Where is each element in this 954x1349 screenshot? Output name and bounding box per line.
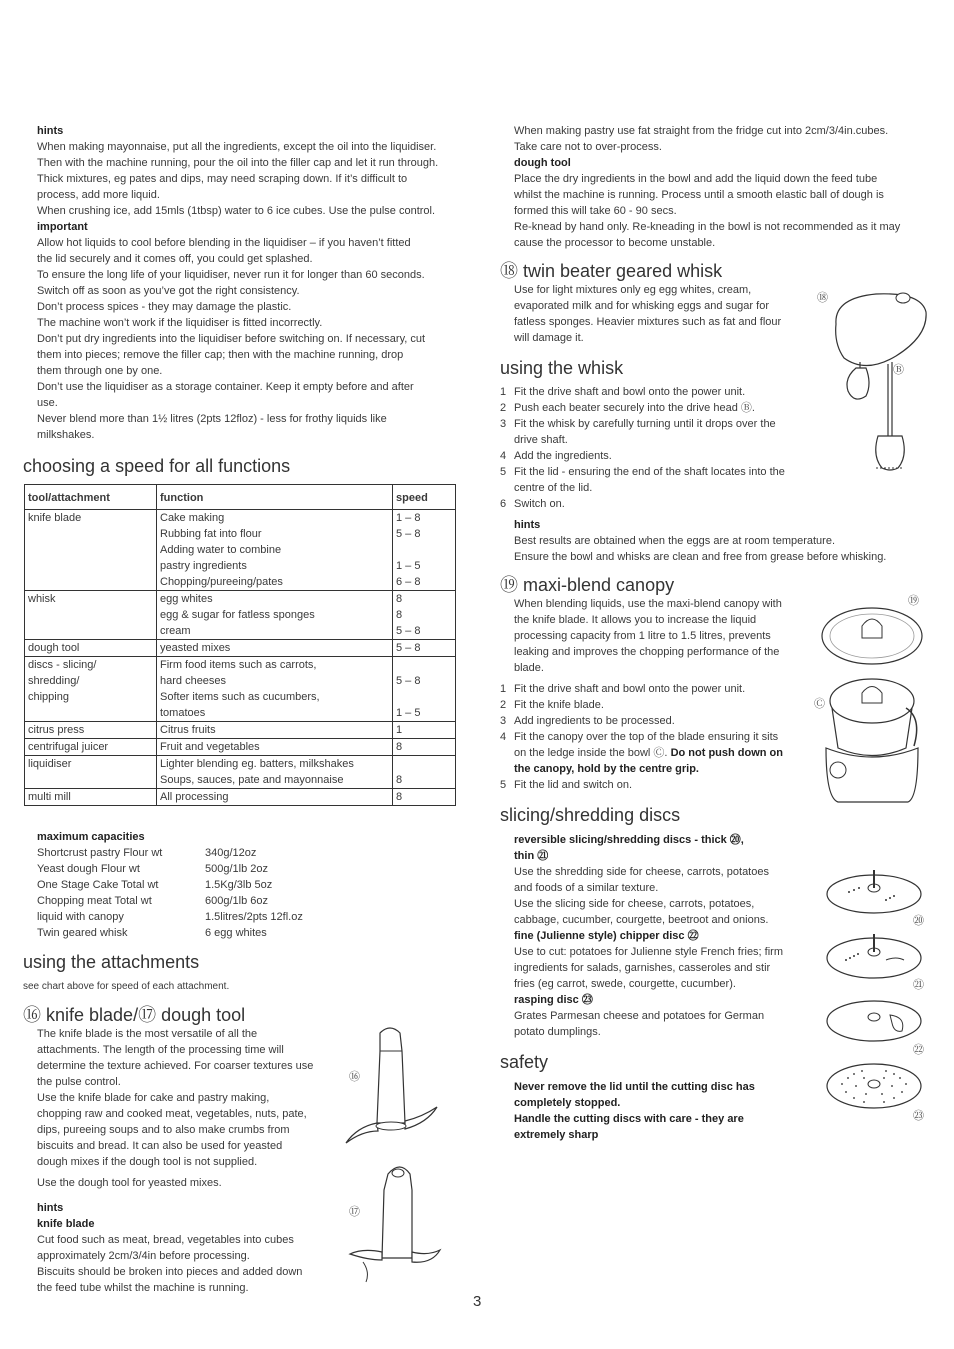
step-number: 3 — [500, 418, 507, 430]
canopy-intro — [500, 596, 814, 676]
speed-section-title: choosing a speed for all functions — [23, 456, 291, 476]
capacity-value: 340g/12oz — [205, 847, 257, 859]
function-cell-line: Adding water to combine — [160, 544, 282, 556]
speed-cell-line: 8 — [396, 791, 403, 803]
fig-23-label: ㉓ — [913, 1110, 924, 1122]
fig-22-label: ㉒ — [913, 1044, 924, 1056]
fig-20-label: ⑳ — [913, 915, 924, 927]
function-cell-line: cream — [160, 625, 191, 637]
step-text: Fit the canopy over the top of the blade ensuring it sits — [514, 731, 779, 743]
step-number: 5 — [500, 466, 507, 478]
step-text: Push each beater securely into the drive head Ⓑ. — [514, 402, 755, 414]
function-cell-line: Citrus fruits — [160, 724, 216, 736]
important-line: Allow hot liquids to cool before blending in the liquidiser – if you haven’t fitted — [37, 237, 411, 249]
label-c: Ⓒ — [814, 698, 825, 710]
kb-line: approximately 2cm/3/4in before processing. — [37, 1250, 250, 1262]
hints-line: When making mayonnaise, put all the ingredients, except the oil into the liquidiser. — [37, 141, 437, 153]
tool-cell-line: multi mill — [28, 791, 71, 803]
dough-tool-illustration — [348, 1160, 448, 1285]
function-cell — [157, 739, 393, 756]
step-number: 6 — [500, 498, 507, 510]
step-number: 2 — [500, 402, 507, 414]
speed-cell — [393, 722, 456, 739]
tool-cell-line: discs - slicing/ — [28, 659, 97, 671]
tool-cell — [25, 756, 157, 789]
important-text — [37, 235, 455, 443]
speed-cell — [393, 640, 456, 657]
whisk-hint-line: Ensure the bowl and whisks are clean and free from grease before whisking. — [514, 551, 887, 563]
step-warning: Do not push down on — [670, 747, 783, 759]
whisk-intro-line: Use for light mixtures only eg egg whites, cream, — [514, 284, 752, 296]
tool-cell-line: knife blade — [28, 512, 82, 524]
tool-cell-line: dough tool — [28, 642, 80, 654]
step-number: 2 — [500, 699, 507, 711]
label-c-marker — [814, 694, 825, 712]
step-number: 5 — [500, 779, 507, 791]
reversible-disc-heading-2: thin ㉑ — [514, 850, 549, 862]
fine-disc-heading: fine (Julienne style) chipper disc ㉒ — [514, 930, 699, 942]
important-line: them through one by one. — [37, 365, 163, 377]
function-cell-line: pastry ingredients — [160, 560, 247, 572]
speed-cell — [393, 789, 456, 806]
tool-cell — [25, 591, 157, 640]
function-cell-line: yeasted mixes — [160, 642, 231, 654]
knife-line: the pulse control. — [37, 1076, 121, 1088]
function-cell-line: Fruit and vegetables — [160, 741, 260, 753]
step-number: 4 — [500, 731, 507, 743]
fig-16-label: ⑯ — [349, 1071, 360, 1083]
tool-cell-line: citrus press — [28, 724, 85, 736]
reversible-disc-heading: reversible slicing/shredding discs - thick ⑳, — [514, 834, 744, 846]
tool-cell — [25, 722, 157, 739]
function-cell — [157, 789, 393, 806]
important-line: them into pieces; remove the filler cap; then with the machine running, drop — [37, 349, 404, 361]
whisk-illustration — [826, 286, 932, 476]
function-cell-line: egg & sugar for fatless sponges — [160, 609, 315, 621]
dough-line: cause the processor to become unstable. — [514, 237, 716, 249]
whisk-intro — [500, 282, 804, 346]
step-number: 1 — [500, 683, 507, 695]
important-line: Don’t put dry ingredients into the liquidiser before switching on. If necessary, cut — [37, 333, 426, 345]
rasp-line: Grates Parmesan cheese and potatoes for German — [514, 1010, 765, 1022]
speed-cell-line: 8 — [396, 774, 403, 786]
speed-cell-line: 1 – 5 — [396, 707, 421, 719]
tool-cell-line: whisk — [28, 593, 56, 605]
safety-line: extremely sharp — [514, 1129, 599, 1141]
function-cell-line: Cake making — [160, 512, 225, 524]
knife-line: Use the knife blade for cake and pastry making, — [37, 1092, 270, 1104]
step-text: Fit the lid and switch on. — [514, 779, 633, 791]
important-line: Never blend more than 1½ litres (2pts 12floz) - less for frothy liquids like — [37, 413, 387, 425]
step-text: Fit the lid - ensuring the end of the shaft locates into the — [514, 466, 785, 478]
whisk-intro-line: evaporated milk and for whisking eggs and sugar for — [514, 300, 769, 312]
important-line: Don’t use the liquidiser as a storage container. Keep it empty before and after — [37, 381, 414, 393]
table-row — [25, 756, 456, 789]
pastry-line: When making pastry use fat straight from the fridge cut into 2cm/3/4in.cubes. — [514, 125, 889, 137]
capacity-value: 6 egg whites — [205, 927, 267, 939]
fine-line: Use to cut: potatoes for Julienne style French fries; firm — [514, 946, 784, 958]
speed-cell-line: 1 – 5 — [396, 560, 421, 572]
whisk-section-title: ⑱ twin beater geared whisk — [500, 261, 723, 281]
hints-line: process, add more liquid. — [37, 189, 160, 201]
speed-cell-line — [396, 657, 452, 673]
speed-cell-line: 5 – 8 — [396, 528, 421, 540]
speed-table — [24, 484, 456, 806]
label-b-marker — [893, 361, 903, 379]
step-text: Add ingredients to be processed. — [514, 715, 675, 727]
hints-line: When crushing ice, add 15mls (1tbsp) water to 6 ice cubes. Use the pulse control. — [37, 205, 436, 217]
speed-cell-line: 6 – 8 — [396, 576, 421, 588]
function-cell-line: Lighter blending eg. batters, milkshakes — [160, 758, 354, 770]
canopy-section-title: ⑲ maxi-blend canopy — [500, 575, 675, 595]
speed-cell-line — [396, 756, 452, 772]
dough-tool-note: Use the dough tool for yeasted mixes. — [37, 1177, 222, 1189]
canopy-illustration — [818, 598, 928, 808]
list-item — [500, 496, 930, 512]
hints-heading: hints — [37, 125, 64, 137]
speed-cell-line: 5 – 8 — [396, 625, 421, 637]
speed-cell-line: 5 – 8 — [396, 642, 421, 654]
step-text: centre of the lid. — [514, 482, 593, 494]
dough-line: whilst the machine is running. Process until a smooth elastic ball of dough is — [514, 189, 884, 201]
tool-cell — [25, 510, 157, 591]
table-row — [37, 893, 303, 909]
capacity-item: Shortcrust pastry Flour wt — [37, 847, 163, 859]
tool-cell — [25, 657, 157, 722]
knife-blade-illustration — [342, 1023, 442, 1148]
step-text: Fit the whisk by carefully turning until it drops over the — [514, 418, 776, 430]
step-warning: the canopy, hold by the centre grip. — [514, 763, 699, 775]
knife-line: biscuits and bread. It can also be used for yeasted — [37, 1140, 283, 1152]
speed-cell-line: 8 — [396, 593, 403, 605]
whisk-intro-line: fatless sponges. Heavier mixtures such as fat and flour — [514, 316, 782, 328]
rev-line: Use the slicing side for cheese, carrots, potatoes, — [514, 898, 755, 910]
capacity-value: 1.5Kg/3lb 5oz — [205, 879, 273, 891]
speed-cell — [393, 739, 456, 756]
fig-21-label: ㉑ — [913, 979, 924, 991]
important-line: milkshakes. — [37, 429, 95, 441]
fig-18-label: ⑱ — [817, 292, 828, 304]
table-row — [37, 925, 303, 941]
rev-line: and foods of a similar texture. — [514, 882, 659, 894]
discs-text — [500, 832, 814, 1040]
function-cell-line: All processing — [160, 791, 229, 803]
function-cell-line: Soups, sauces, pate and mayonnaise — [160, 774, 344, 786]
kb-line: Cut food such as meat, bread, vegetables into cubes — [37, 1234, 294, 1246]
function-cell — [157, 510, 393, 591]
whisk-hints-text — [500, 533, 930, 565]
kb-line: the feed tube whilst the machine is running. — [37, 1282, 249, 1294]
rasping-disc-heading: rasping disc ㉓ — [514, 994, 593, 1006]
function-cell-line: Softer items such as cucumbers, — [160, 691, 320, 703]
important-line: the lid securely and it comes off, you could get splashed. — [37, 253, 313, 265]
knife-dough-title: ⑯ knife blade/⑰ dough tool — [23, 1005, 246, 1025]
table-header-row — [25, 485, 456, 510]
speed-cell-line — [396, 689, 452, 705]
table-header-function: function — [157, 485, 393, 510]
fine-line: fries (eg carrot, swede, courgette, cucumber). — [514, 978, 736, 990]
tool-cell-line: centrifugal juicer — [28, 741, 109, 753]
knife-line: chopping raw and cooked meat, vegetables, nuts, pate, — [37, 1108, 307, 1120]
canopy-intro-line: the knife blade. It allows you to increase the liquid — [514, 614, 757, 626]
tool-cell-line: shredding/ — [28, 675, 80, 687]
hints-heading-2: hints — [37, 1202, 64, 1214]
discs-section-title: slicing/shredding discs — [500, 805, 681, 825]
step-text: Switch on. — [514, 498, 565, 510]
knife-line: dough mixes if the dough tool is not supplied. — [37, 1156, 258, 1168]
thin-disc-illustration — [824, 930, 924, 982]
important-heading: important — [37, 221, 88, 233]
speed-cell-line: 1 — [396, 724, 403, 736]
attachments-note: see chart above for speed of each attachment. — [23, 981, 230, 992]
step-text: Fit the drive shaft and bowl onto the power unit. — [514, 386, 746, 398]
function-cell — [157, 722, 393, 739]
whisk-intro-line: will damage it. — [514, 332, 584, 344]
function-cell — [157, 591, 393, 640]
rasping-disc-illustration — [824, 1058, 924, 1112]
function-cell-line: hard cheeses — [160, 675, 227, 687]
safety-section-title: safety — [500, 1052, 549, 1072]
hints-text — [37, 139, 455, 219]
important-line: use. — [37, 397, 58, 409]
table-row — [25, 657, 456, 722]
speed-cell-line: 5 – 8 — [396, 675, 421, 687]
capacity-item: Yeast dough Flour wt — [37, 863, 140, 875]
speed-cell — [393, 657, 456, 722]
function-cell-line: tomatoes — [160, 707, 206, 719]
canopy-intro-line: When blending liquids, use the maxi-blend canopy with — [514, 598, 782, 610]
tool-cell-line: liquidiser — [28, 758, 72, 770]
table-row — [37, 861, 303, 877]
important-line: Switch off as soon as you’ve got the right consistency. — [37, 285, 300, 297]
rasp-line: potato dumplings. — [514, 1026, 601, 1038]
dough-tool-heading: dough tool — [514, 157, 571, 169]
canopy-intro-line: leaking and improves the chopping performance of the — [514, 646, 780, 658]
capacity-item: Chopping meat Total wt — [37, 895, 152, 907]
dough-line: Place the dry ingredients in the bowl and add the liquid down the feed tube — [514, 173, 878, 185]
canopy-intro-line: blade. — [514, 662, 544, 674]
tool-cell — [25, 789, 157, 806]
fig-17-label: ⑰ — [349, 1206, 360, 1218]
dough-line: formed this will take 60 - 90 secs. — [514, 205, 677, 217]
table-row — [25, 789, 456, 806]
chipper-disc-illustration — [824, 993, 924, 1045]
speed-cell-line: 8 — [396, 609, 403, 621]
function-cell-line: Rubbing fat into flour — [160, 528, 262, 540]
hints-line: Then with the machine running, pour the oil into the filler cap and let it run through. — [37, 157, 439, 169]
important-line: To ensure the long life of your liquidiser, never run it for longer than 60 seconds. — [37, 269, 425, 281]
table-row — [25, 510, 456, 591]
max-capacities-heading: maximum capacities — [37, 831, 145, 843]
hints-line: Thick mixtures, eg pates and dips, may need scraping down. If it’s difficult to — [37, 173, 408, 185]
safety-line: Handle the cutting discs with care - they are — [514, 1113, 744, 1125]
kb-line: Biscuits should be broken into pieces and added down — [37, 1266, 303, 1278]
table-row — [25, 722, 456, 739]
tool-cell — [25, 739, 157, 756]
page-number: 3 — [473, 1293, 482, 1310]
rev-line: Use the shredding side for cheese, carrots, potatoes — [514, 866, 769, 878]
knife-line: determine the texture achieved. For coarser textures use — [37, 1060, 314, 1072]
capacity-value: 1.5litres/2pts 12fl.oz — [205, 911, 303, 923]
important-line: Don’t process spices - they may damage the plastic. — [37, 301, 292, 313]
step-number: 1 — [500, 386, 507, 398]
knife-line: dips, pureeing soups and to also make crumbs from — [37, 1124, 290, 1136]
canopy-intro-line: processing capacity from 1 litre to 1.5 litres, prevents — [514, 630, 771, 642]
whisk-hint-line: Best results are obtained when the eggs are at room temperature. — [514, 535, 836, 547]
dough-tool-text — [500, 171, 930, 251]
table-row — [25, 591, 456, 640]
whisk-hints-heading: hints — [514, 519, 541, 531]
knife-line: attachments. The length of the processing time will — [37, 1044, 284, 1056]
step-number: 3 — [500, 715, 507, 727]
safety-line: completely stopped. — [514, 1097, 621, 1109]
knife-line: The knife blade is the most versatile of all the — [37, 1028, 258, 1040]
safety-line: Never remove the lid until the cutting disc has — [514, 1081, 755, 1093]
speed-cell — [393, 510, 456, 591]
step-number: 4 — [500, 450, 507, 462]
capacity-value: 500g/1lb 2oz — [205, 863, 268, 875]
table-row — [25, 640, 456, 657]
label-b: Ⓑ — [893, 363, 904, 376]
rev-line: cabbage, cucumber, courgette, beetroot and onions. — [514, 914, 769, 926]
table-row — [25, 739, 456, 756]
speed-cell-line — [396, 542, 452, 558]
speed-cell-line: 8 — [396, 741, 403, 753]
important-line: The machine won’t work if the liquidiser is fitted incorrectly. — [37, 317, 323, 329]
step-text: Fit the knife blade. — [514, 699, 604, 711]
step-text: Fit the drive shaft and bowl onto the power unit. — [514, 683, 746, 695]
function-cell — [157, 657, 393, 722]
speed-cell-line: 1 – 8 — [396, 512, 421, 524]
fig-19-label: ⑲ — [908, 595, 919, 607]
knife-blade-subheading: knife blade — [37, 1218, 95, 1230]
pastry-text — [500, 123, 930, 155]
fine-line: ingredients for salads, garnishes, casseroles and stir — [514, 962, 771, 974]
table-row — [37, 845, 303, 861]
capacity-value: 600g/1lb 6oz — [205, 895, 268, 907]
using-whisk-title: using the whisk — [500, 358, 624, 378]
capacity-item: One Stage Cake Total wt — [37, 879, 159, 891]
table-row — [37, 877, 303, 893]
function-cell-line: Chopping/pureeing/pates — [160, 576, 283, 588]
thick-disc-illustration — [824, 866, 924, 916]
function-cell — [157, 640, 393, 657]
step-text: on the ledge inside the bowl Ⓒ. — [514, 747, 668, 759]
speed-table-body — [25, 510, 456, 806]
tool-cell-line: chipping — [28, 691, 69, 703]
speed-cell — [393, 756, 456, 789]
attachments-section-title: using the attachments — [23, 952, 200, 972]
capacity-item: Twin geared whisk — [37, 927, 128, 939]
knife-blade-description — [37, 1026, 337, 1170]
step-text: Add the ingredients. — [514, 450, 612, 462]
function-cell-line: egg whites — [160, 593, 213, 605]
function-cell — [157, 756, 393, 789]
table-header-tool: tool/attachment — [25, 485, 157, 510]
table-row — [37, 909, 303, 925]
tool-cell — [25, 640, 157, 657]
speed-cell — [393, 591, 456, 640]
pastry-line: Take care not to over-process. — [514, 141, 662, 153]
capacity-item: liquid with canopy — [37, 911, 124, 923]
max-capacities-table — [37, 845, 303, 941]
table-header-speed: speed — [393, 485, 456, 510]
function-cell-line: Firm food items such as carrots, — [160, 659, 317, 671]
dough-line: Re-knead by hand only. Re-kneading in the bowl is not recommended as it may — [514, 221, 901, 233]
step-text: drive shaft. — [514, 434, 568, 446]
